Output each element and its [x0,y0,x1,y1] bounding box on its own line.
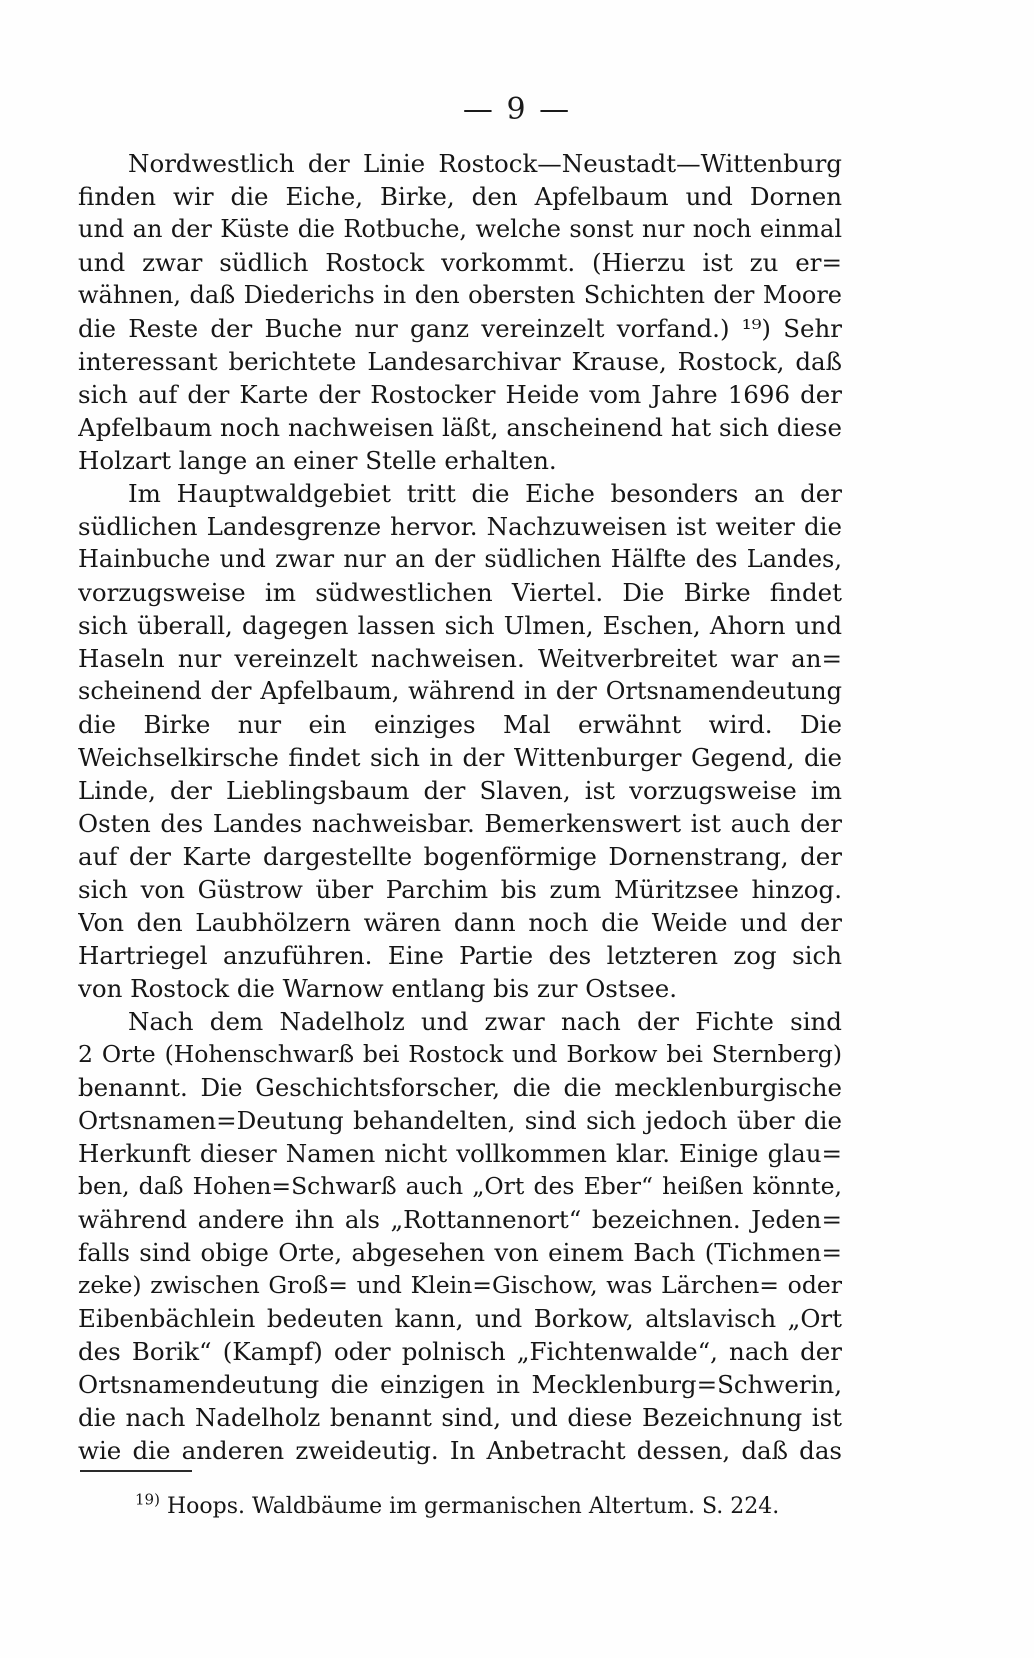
text-line: sich auf der Karte der Rostocker Heide vom Jahre 1696 der [78,380,842,409]
text-line: ben, daß Hohen=Schwarß auch „Ort des Eber“ heißen könnte, [78,1172,842,1200]
text-line: 2 Orte (Hohenschwarß bei Rostock und Borkow bei Sternberg) [78,1040,842,1068]
text-line: Im Hauptwaldgebiet tritt die Eiche besonders an der [128,479,842,508]
text-line: südlichen Landesgrenze hervor. Nachzuweisen ist weiter die [78,512,842,541]
text-line: Weichselkirsche findet sich in der Wittenburger Gegend, die [78,743,842,772]
text-line: Herkunft dieser Namen nicht vollkommen klar. Einige glau= [78,1139,842,1168]
text-line: wie die anderen zweideutig. In Anbetracht dessen, daß das [78,1436,842,1465]
text-line: während andere ihn als „Rottannenort“ bezeichnen. Jeden= [78,1205,842,1234]
text-line: Ortsnamen=Deutung behandelten, sind sich jedoch über die [78,1106,842,1135]
text-line: Haseln nur vereinzelt nachweisen. Weitverbreitet war an= [78,644,842,673]
footnote-text: Hoops. Waldbäume im germanischen Altertum. S. 224. [166,1494,780,1519]
text-line: sich überall, dagegen lassen sich Ulmen, Eschen, Ahorn und [78,611,842,640]
text-line: des Borik“ (Kampf) oder polnisch „Fichtenwalde“, nach der [78,1337,842,1366]
text-line: Eibenbächlein bedeuten kann, und Borkow, altslavisch „Ort [78,1304,842,1333]
text-line: die nach Nadelholz benannt sind, und diese Bezeichnung ist [78,1403,842,1432]
text-line: falls sind obige Orte, abgesehen von einem Bach (Tichmen= [78,1238,842,1267]
text-line: Linde, der Lieblingsbaum der Slaven, ist vorzugsweise im [78,776,842,805]
text-line: finden wir die Eiche, Birke, den Apfelbaum und Dornen [78,182,842,211]
text-line: Ortsnamendeutung die einzigen in Mecklenburg=Schwerin, [78,1370,842,1399]
body-text [78,147,842,1467]
page-number: — 9 — [462,92,572,127]
text-line: Holzart lange an einer Stelle erhalten. [78,446,557,475]
text-line: benannt. Die Geschichtsforscher, die die mecklenburgische [78,1073,842,1102]
text-line: Hainbuche und zwar nur an der südlichen Hälfte des Landes, [78,545,842,573]
text-line: und zwar südlich Rostock vorkommt. (Hierzu ist zu er= [78,248,842,277]
text-line: und an der Küste die Rotbuche, welche sonst nur noch einmal [78,215,842,243]
text-line: Nordwestlich der Linie Rostock—Neustadt—Wittenburg [128,149,842,178]
text-line: die Reste der Buche nur ganz vereinzelt vorfand.) ¹⁹) Sehr [78,314,842,343]
text-line: Apfelbaum noch nachweisen läßt, anscheinend hat sich diese [78,413,842,442]
text-line: die Birke nur ein einziges Mal erwähnt wird. Die [78,710,842,739]
text-line: scheinend der Apfelbaum, während in der Ortsnamendeutung [78,677,842,705]
text-line: wähnen, daß Diederichs in den obersten Schichten der Moore [78,281,842,309]
text-line: zeke) zwischen Groß= und Klein=Gischow, was Lärchen= oder [78,1271,842,1299]
footnote-mark: 19) [135,1490,160,1509]
text-line: von Rostock die Warnow entlang bis zur Ostsee. [78,974,678,1003]
text-line: Nach dem Nadelholz und zwar nach der Fichte sind [128,1007,842,1036]
footnote [135,1492,779,1522]
text-line: vorzugsweise im südwestlichen Viertel. Die Birke findet [78,578,842,607]
text-line: Hartriegel anzuführen. Eine Partie des letzteren zog sich [78,941,842,970]
text-line: Von den Laubhölzern wären dann noch die Weide und der [78,908,842,937]
text-line: auf der Karte dargestellte bogenförmige Dornenstrang, der [78,842,842,871]
text-line: sich von Güstrow über Parchim bis zum Müritzsee hinzog. [78,875,842,904]
text-line: interessant berichtete Landesarchivar Krause, Rostock, daß [78,347,842,376]
footnote-separator [80,1470,192,1472]
text-line: Osten des Landes nachweisbar. Bemerkenswert ist auch der [78,809,842,838]
